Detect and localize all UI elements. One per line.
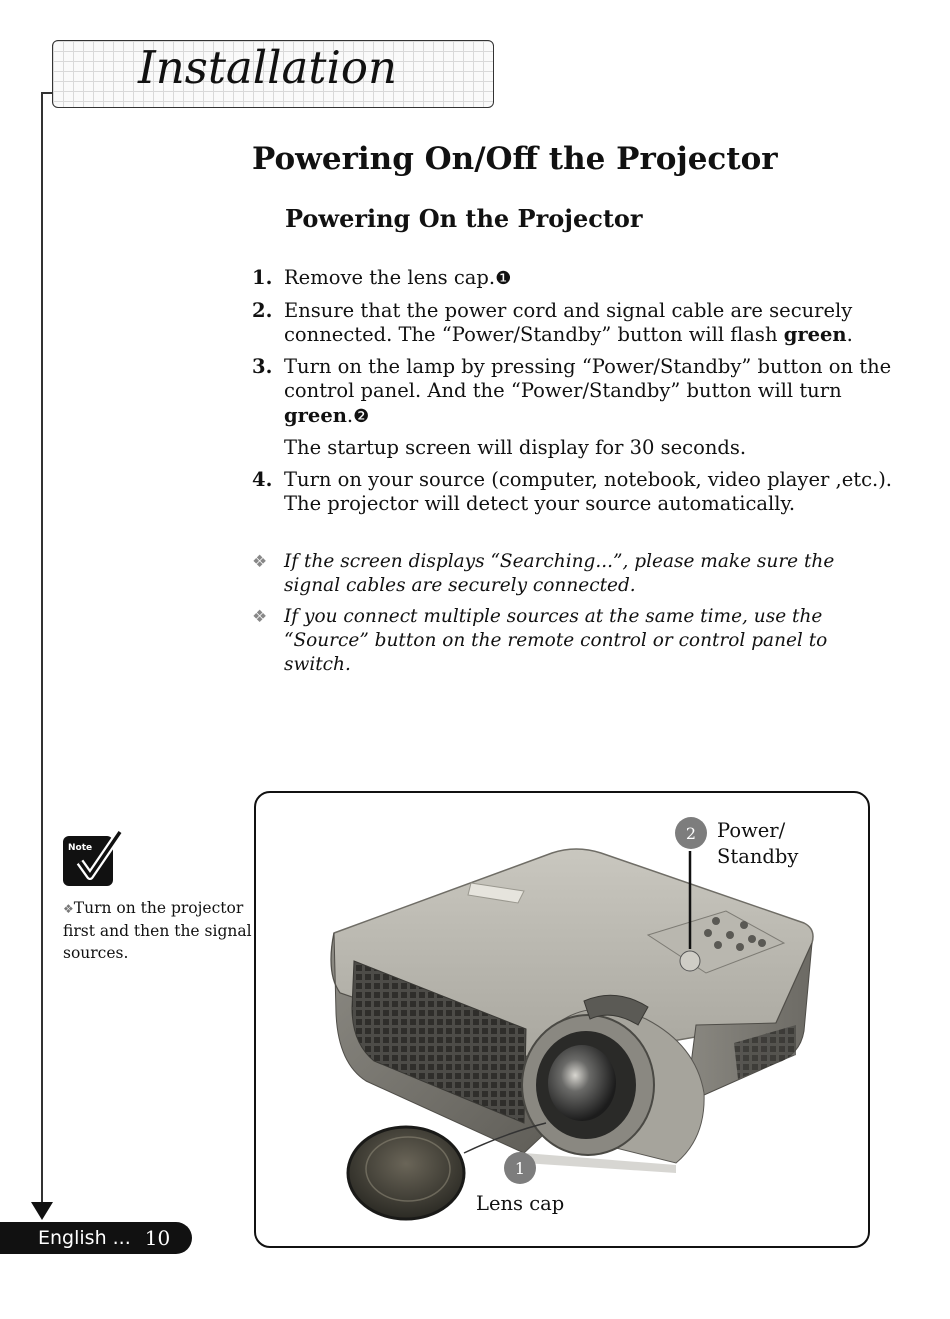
footer-language: English ... bbox=[38, 1227, 131, 1249]
page-footer bbox=[0, 1222, 192, 1254]
tip-text: If the screen displays “Searching...”, please make sure the signal cables are securely connected. bbox=[284, 551, 835, 596]
side-note bbox=[63, 897, 258, 964]
step-3-detail: The startup screen will display for 30 seconds. bbox=[284, 436, 747, 459]
svg-text:Note: Note bbox=[68, 843, 93, 853]
step-number: 3. bbox=[252, 354, 273, 378]
diamond-bullet-icon: ❖ bbox=[63, 902, 74, 916]
step-number: 2. bbox=[252, 298, 273, 322]
callout-1-badge: 1 bbox=[504, 1152, 536, 1184]
tip-item bbox=[252, 605, 892, 677]
step-text: Ensure that the power cord and signal cable are securely connected. The “Power/Standby” button will flash bbox=[284, 298, 853, 346]
callout-two-icon: ❷ bbox=[353, 405, 370, 427]
step-emphasis: green bbox=[783, 323, 847, 346]
power-standby-label: Power/ Standby bbox=[717, 819, 799, 868]
step-number: 4. bbox=[252, 467, 273, 491]
step-text: Remove the lens cap. bbox=[284, 266, 496, 289]
callout-one-icon: ❶ bbox=[495, 268, 512, 289]
step-text: Turn on the lamp by pressing “Power/Standby” button on the control panel. And the “Power/Standby” button will turn bbox=[284, 354, 892, 402]
tips-list bbox=[252, 550, 892, 684]
step-text: Turn on your source (computer, notebook, video player ,etc.). The projector will detect your source automatically. bbox=[284, 467, 893, 515]
page-number: 10 bbox=[144, 1226, 171, 1250]
tip-text: If you connect multiple sources at the same time, use the “Source” button on the remote control or control panel to switch. bbox=[284, 606, 828, 675]
page-subtitle: Powering On the Projector bbox=[285, 204, 643, 233]
side-rule-connector bbox=[41, 92, 53, 94]
callout-2-badge: 2 bbox=[675, 817, 707, 849]
page-title: Powering On/Off the Projector bbox=[252, 141, 778, 177]
step-2: 2. Ensure that the power cord and signal cable are securely connected. The “Power/Standby” button will flash green. bbox=[252, 298, 853, 346]
steps-list bbox=[252, 266, 902, 524]
diamond-bullet-icon: ❖ bbox=[252, 607, 268, 627]
step-emphasis: green bbox=[284, 403, 347, 427]
arrow-down-icon bbox=[31, 1202, 53, 1220]
section-title: Installation bbox=[138, 41, 397, 94]
diamond-bullet-icon: ❖ bbox=[252, 552, 268, 572]
step-3: 3. Turn on the lamp by pressing “Power/Standby” button on the control panel. And the “Power/Standby” button will turn green.❷ bbox=[252, 355, 902, 430]
side-rule bbox=[41, 92, 43, 1204]
note-check-icon bbox=[62, 830, 124, 888]
step-1 bbox=[252, 266, 902, 292]
step-4 bbox=[252, 468, 902, 517]
lens-cap-label: Lens cap bbox=[476, 1192, 565, 1215]
tip-item bbox=[252, 550, 892, 598]
projector-figure bbox=[254, 791, 870, 1248]
side-note-text: Turn on the projector first and then the signal sources. bbox=[63, 899, 252, 962]
step-number: 1. bbox=[252, 266, 273, 289]
